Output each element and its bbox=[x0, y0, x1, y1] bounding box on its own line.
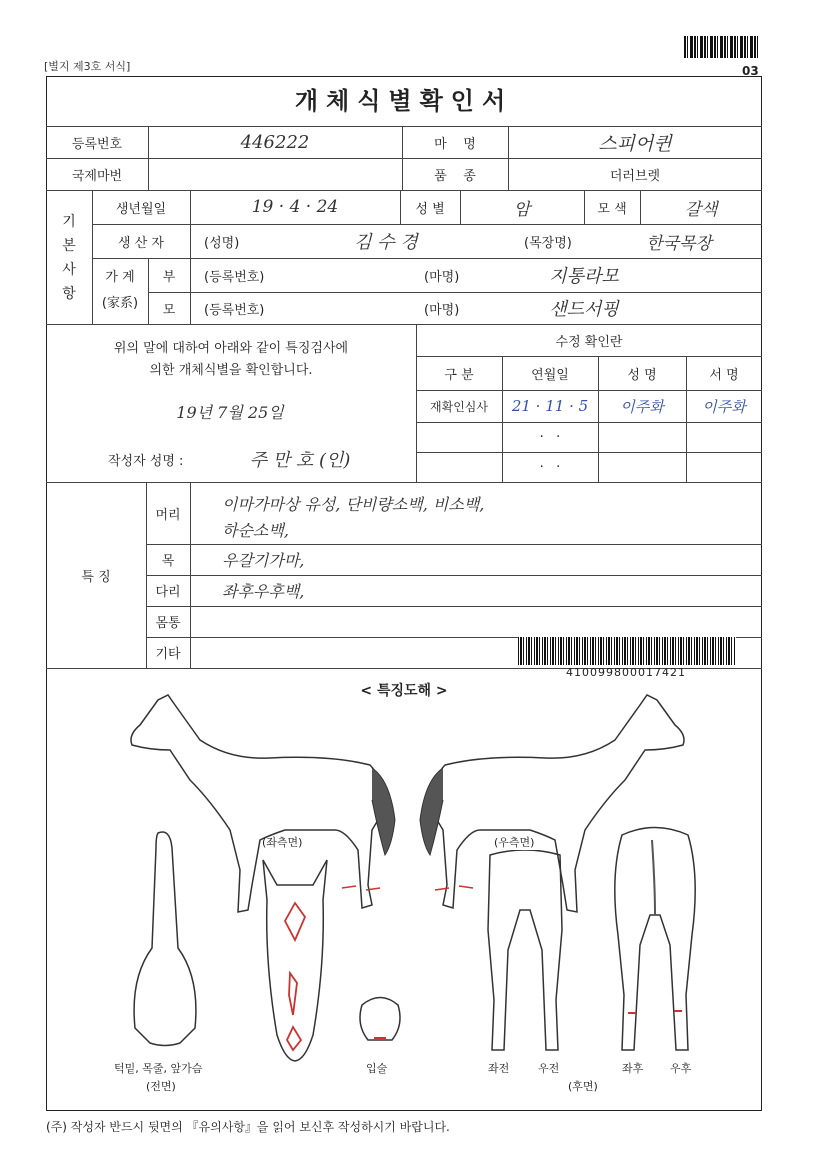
revision-row-type: 재확인심사 bbox=[430, 399, 488, 414]
lip-caption: 입술 bbox=[366, 1062, 388, 1075]
left-side-label: (좌측면) bbox=[262, 836, 303, 849]
revision-title: 수정 확인란 bbox=[555, 334, 623, 350]
color-value: 갈색 bbox=[684, 199, 718, 220]
rear-legs-figure bbox=[600, 825, 710, 1055]
revision-row-date: 21 · 11 · 5 bbox=[511, 397, 589, 415]
revision-row-date: · · bbox=[539, 429, 561, 445]
basic-section-label: 기본사항 bbox=[62, 214, 76, 302]
leg-value: 좌후우후백, bbox=[222, 582, 305, 601]
revision-row-name: 이주화 bbox=[620, 397, 664, 416]
front-legs-figure bbox=[470, 850, 580, 1060]
producer-name-value: 김 수 경 bbox=[354, 232, 418, 253]
dam-reg-no-label: (등록번호) bbox=[204, 302, 265, 318]
reg-no-label: 등록번호 bbox=[71, 136, 123, 152]
other-label: 기타 bbox=[155, 647, 181, 662]
front-head-figure bbox=[255, 855, 335, 1065]
sire-name-value: 지통라모 bbox=[549, 266, 619, 287]
rear-right-hind-label: 우후 bbox=[670, 1062, 692, 1075]
diagram-title: < 특징도해 > bbox=[360, 683, 448, 699]
horse-name-label: 마 명 bbox=[434, 136, 476, 152]
leg-label: 다리 bbox=[155, 585, 181, 600]
breed-label: 품 종 bbox=[434, 168, 476, 184]
rear-label: (후면) bbox=[568, 1080, 598, 1093]
birth-value: 19 · 4 · 24 bbox=[251, 197, 339, 217]
reg-no-value: 446222 bbox=[240, 131, 310, 153]
statement-line-2: 의한 개체식별을 확인합니다. bbox=[149, 362, 313, 378]
barcode bbox=[518, 637, 736, 665]
statement-line-1: 위의 말에 대하여 아래와 같이 특징검사에 bbox=[113, 340, 349, 356]
head-value-line-1: 이마가마상 유성, 단비량소백, 비소백, bbox=[222, 494, 485, 514]
breed-value: 더러브렛 bbox=[609, 168, 661, 184]
dam-name-label: (마명) bbox=[424, 302, 460, 318]
front-neck-figure bbox=[120, 828, 210, 1058]
right-side-label: (우측면) bbox=[494, 836, 535, 849]
form-label: [별지 제3호 서식] bbox=[44, 60, 131, 73]
footer-note: (주) 작성자 반드시 뒷면의 『유의사항』을 읽어 보신후 작성하시기 바랍니다. bbox=[46, 1120, 450, 1134]
producer-label: 생 산 자 bbox=[118, 235, 164, 251]
barcode-number: 410099800017421 bbox=[566, 666, 686, 679]
rear-left-hind-label: 좌후 bbox=[622, 1062, 644, 1075]
revision-row-date: · · bbox=[539, 459, 561, 475]
col-sign: 서 명 bbox=[709, 367, 739, 383]
producer-name-label: (성명) bbox=[204, 235, 240, 251]
sex-value: 암 bbox=[513, 199, 531, 220]
sire-reg-no-label: (등록번호) bbox=[204, 269, 265, 285]
sex-label: 성 별 bbox=[415, 201, 445, 217]
dam-name-value: 샌드서핑 bbox=[549, 299, 619, 320]
neck-value: 우갈기가마, bbox=[222, 551, 305, 570]
features-section-label: 특 징 bbox=[81, 569, 111, 585]
rear-left-fore-label: 좌전 bbox=[488, 1062, 510, 1075]
birth-label: 생년월일 bbox=[115, 201, 167, 217]
form-number: 03 bbox=[742, 64, 759, 78]
col-type: 구 분 bbox=[444, 367, 474, 383]
front-label: (전면) bbox=[146, 1080, 176, 1093]
horse-name-value: 스피어퀸 bbox=[598, 132, 672, 155]
head-label: 머리 bbox=[155, 507, 181, 523]
pedigree-label: 가 계 bbox=[105, 269, 135, 285]
col-name: 성 명 bbox=[627, 367, 657, 383]
author-label: 작성자 성명 : bbox=[108, 453, 184, 469]
revision-row-sign: 이주화 bbox=[702, 397, 746, 416]
col-date: 연월일 bbox=[531, 367, 569, 383]
lip-figure bbox=[352, 990, 408, 1050]
neck-label: 목 bbox=[161, 554, 175, 569]
intl-no-value bbox=[148, 158, 402, 190]
farm-label: (목장명) bbox=[524, 235, 572, 251]
dam-label: 모 bbox=[162, 302, 176, 318]
head-value-line-2: 하순소백, bbox=[222, 520, 289, 540]
document-title: 개체식별확인서 bbox=[294, 87, 514, 115]
color-label: 모 색 bbox=[597, 201, 627, 217]
pedigree-hanja: (家系) bbox=[101, 295, 139, 311]
intl-no-label: 국제마번 bbox=[71, 168, 123, 184]
body-label: 몸통 bbox=[155, 616, 181, 631]
author-value: 주 만 호 (인) bbox=[249, 450, 351, 471]
sire-label: 부 bbox=[162, 269, 176, 285]
confirm-date: 19년 7월 25일 bbox=[176, 402, 284, 422]
rear-right-fore-label: 우전 bbox=[538, 1062, 560, 1075]
farm-value: 한국목장 bbox=[646, 233, 712, 254]
front-caption: 턱밑, 목줄, 앞가슴 bbox=[114, 1062, 203, 1075]
top-barcode bbox=[684, 36, 760, 58]
sire-name-label: (마명) bbox=[424, 269, 460, 285]
